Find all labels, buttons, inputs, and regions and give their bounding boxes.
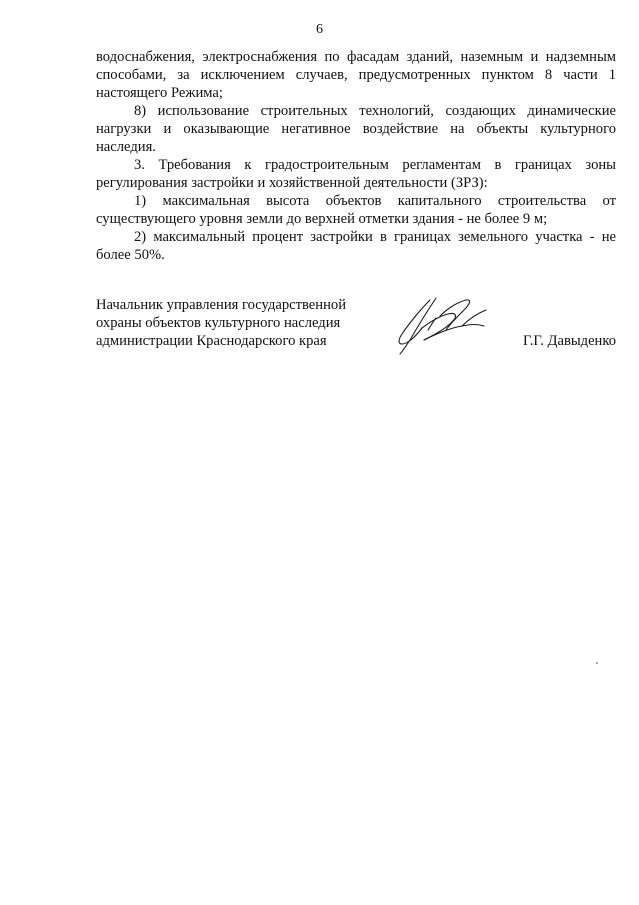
signatory-title-line: охраны объектов культурного наследия <box>96 315 341 331</box>
page-number: 6 <box>316 22 323 37</box>
paragraph-section-3: 3. Требования к градостроительным регламентам в границах зоны регулирования застройки и хозяйственной деятельности (ЗРЗ): <box>96 157 616 191</box>
signatory-title-line: Начальник управления государственной <box>96 297 347 313</box>
signature-block <box>96 296 616 356</box>
paragraph-water-supply: водоснабжения, электроснабжения по фасадам зданий, наземным и надземным способами, за исключением случаев, предусмотренных пунктом 8 части 1 настоящего Режима; <box>96 49 616 101</box>
scan-speck <box>596 662 598 664</box>
paragraph-item-2: 2) максимальный процент застройки в границах земельного участка - не более 50%. <box>96 229 616 263</box>
document-body <box>96 48 616 264</box>
signatory-name: Г.Г. Давыденко <box>522 333 616 349</box>
handwritten-signature <box>392 294 502 356</box>
signatory-title <box>96 296 376 350</box>
paragraph-item-8: 8) использование строительных технологий, создающих динамические нагрузки и оказывающие негативное воздействие на объекты культурного наследия. <box>96 103 616 155</box>
paragraph-item-1: 1) максимальная высота объектов капитального строительства от существующего уровня земли до верхней отметки здания - не более 9 м; <box>96 193 616 227</box>
signatory-title-line: администрации Краснодарского края <box>96 333 327 349</box>
